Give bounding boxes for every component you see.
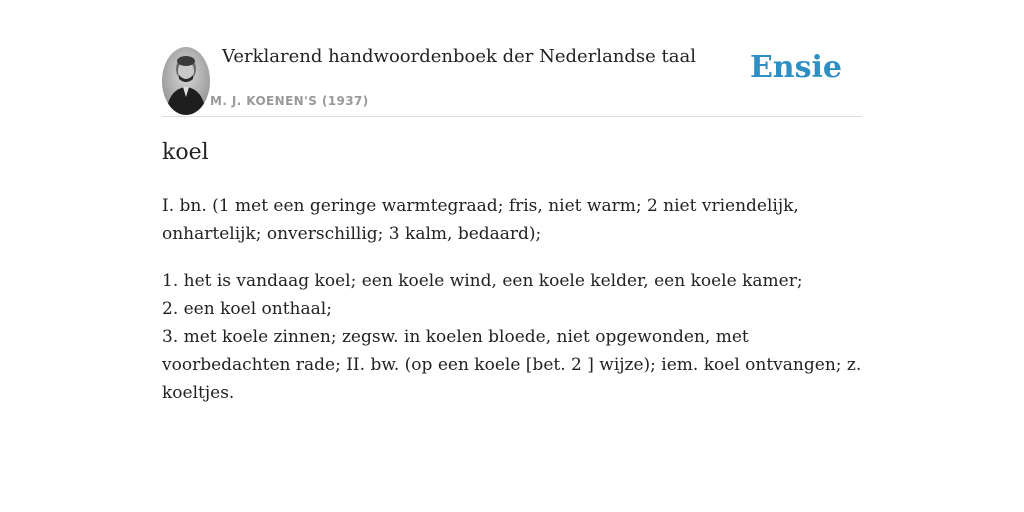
example-line: 1. het is vandaag koel; een koele wind, een koele kelder, een koele kamer; [162,271,803,291]
entry-definition: I. bn. (1 met een geringe warmtegraad; fris, niet warm; 2 niet vriendelijk, onhartelijk; onverschillig; 3 kalm, bedaard); [162,196,799,244]
example-line: 2. een koel onthaal; [162,299,332,319]
dictionary-header [162,0,862,117]
entry-examples [162,267,862,407]
author-label: M. J. KOENEN'S (1937) [210,94,369,108]
content-container [162,0,862,403]
example-line: 3. met koele zinnen; zegsw. in koelen bloede, niet opgewonden, met voorbedachten rade; II. bw. (op een koele [bet. 2 ] wijze); iem. koel ontvangen; z. koeltjes. [162,327,862,403]
ensie-logo-link[interactable]: Ensie [749,50,842,85]
book-title: Verklarend handwoordenboek der Nederlandse taal [222,46,696,67]
author-portrait-image [162,47,210,115]
entry-headword: koel [162,140,209,165]
author-portrait [162,47,210,115]
